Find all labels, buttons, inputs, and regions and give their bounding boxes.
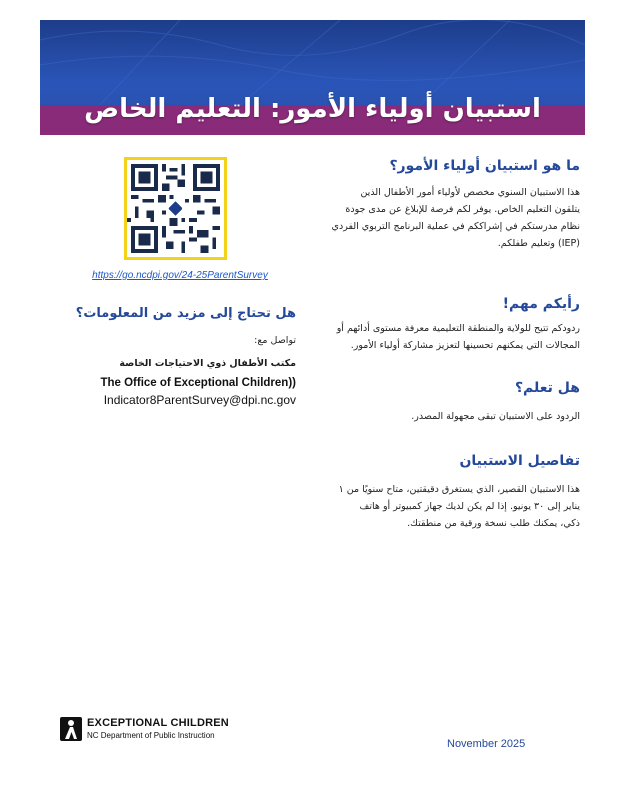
section-what-is <box>330 158 580 252</box>
contact-heading: هل تحتاج إلى مزيد من المعلومات؟ <box>75 306 296 321</box>
section-your-opinion <box>330 296 580 354</box>
section-text: الردود على الاستبيان تبقى مجهولة المصدر. <box>411 411 580 422</box>
section-survey-details <box>330 453 580 532</box>
logo-name: EXCEPTIONAL CHILDREN <box>87 717 229 729</box>
header-pattern <box>40 20 585 105</box>
contact-prompt: تواصل مع: <box>254 335 296 346</box>
ec-logo <box>60 717 260 747</box>
section-heading: تفاصيل الاستبيان <box>459 453 580 469</box>
section-text: هذا الاستبيان السنوي مخصص لأولياء أمور الأطفال الذين يتلقون التعليم الخاص. يوفر لكم فرصة للإبلاغ عن مدى جودة نظام مدرستكم في إشراككم في عملية البرنامج التربوي الفردي (IEP) وتعليم طفلكم. <box>331 187 580 249</box>
section-heading: هل تعلم؟ <box>514 380 580 396</box>
survey-link[interactable]: https://go.ncdpi.gov/24-25ParentSurvey <box>92 270 268 281</box>
section-heading: رأيكم مهم! <box>502 296 580 312</box>
page-title: استبيان أولياء الأمور: التعليم الخاص <box>84 94 541 124</box>
publication-date: November 2025 <box>447 738 526 750</box>
ec-logo-icon <box>60 717 82 741</box>
office-name-arabic: مكتب الأطفال ذوي الاحتياجات الخاصة <box>119 358 296 369</box>
logo-subtitle: NC Department of Public Instruction <box>87 731 215 740</box>
qr-code-icon[interactable] <box>124 157 227 260</box>
section-text: هذا الاستبيان القصير، الذي يستغرق دقيقتين، متاح سنويًا من ١ يناير إلى ٣٠ يونيو. إذا لم يكن لديك جهاز كمبيوتر أو هاتف ذكي، يمكنك طلب نسخة ورقية من منطقتك. <box>338 484 580 529</box>
contact-email[interactable]: Indicator8ParentSurvey@dpi.nc.gov <box>103 393 296 407</box>
section-heading: ما هو استبيان أولياء الأمور؟ <box>389 158 580 174</box>
section-text: ردودكم تتيح للولاية والمنطقة التعليمية معرفة مستوى أدائهم أو المجالات التي يمكنهم تحسينها لتعزيز مشاركة أولياء الأمور. <box>336 323 580 351</box>
header-banner <box>40 20 585 135</box>
section-did-you-know <box>330 380 580 425</box>
contact-block <box>60 306 296 407</box>
office-name-english: The Office of Exceptional Children)) <box>100 377 296 389</box>
